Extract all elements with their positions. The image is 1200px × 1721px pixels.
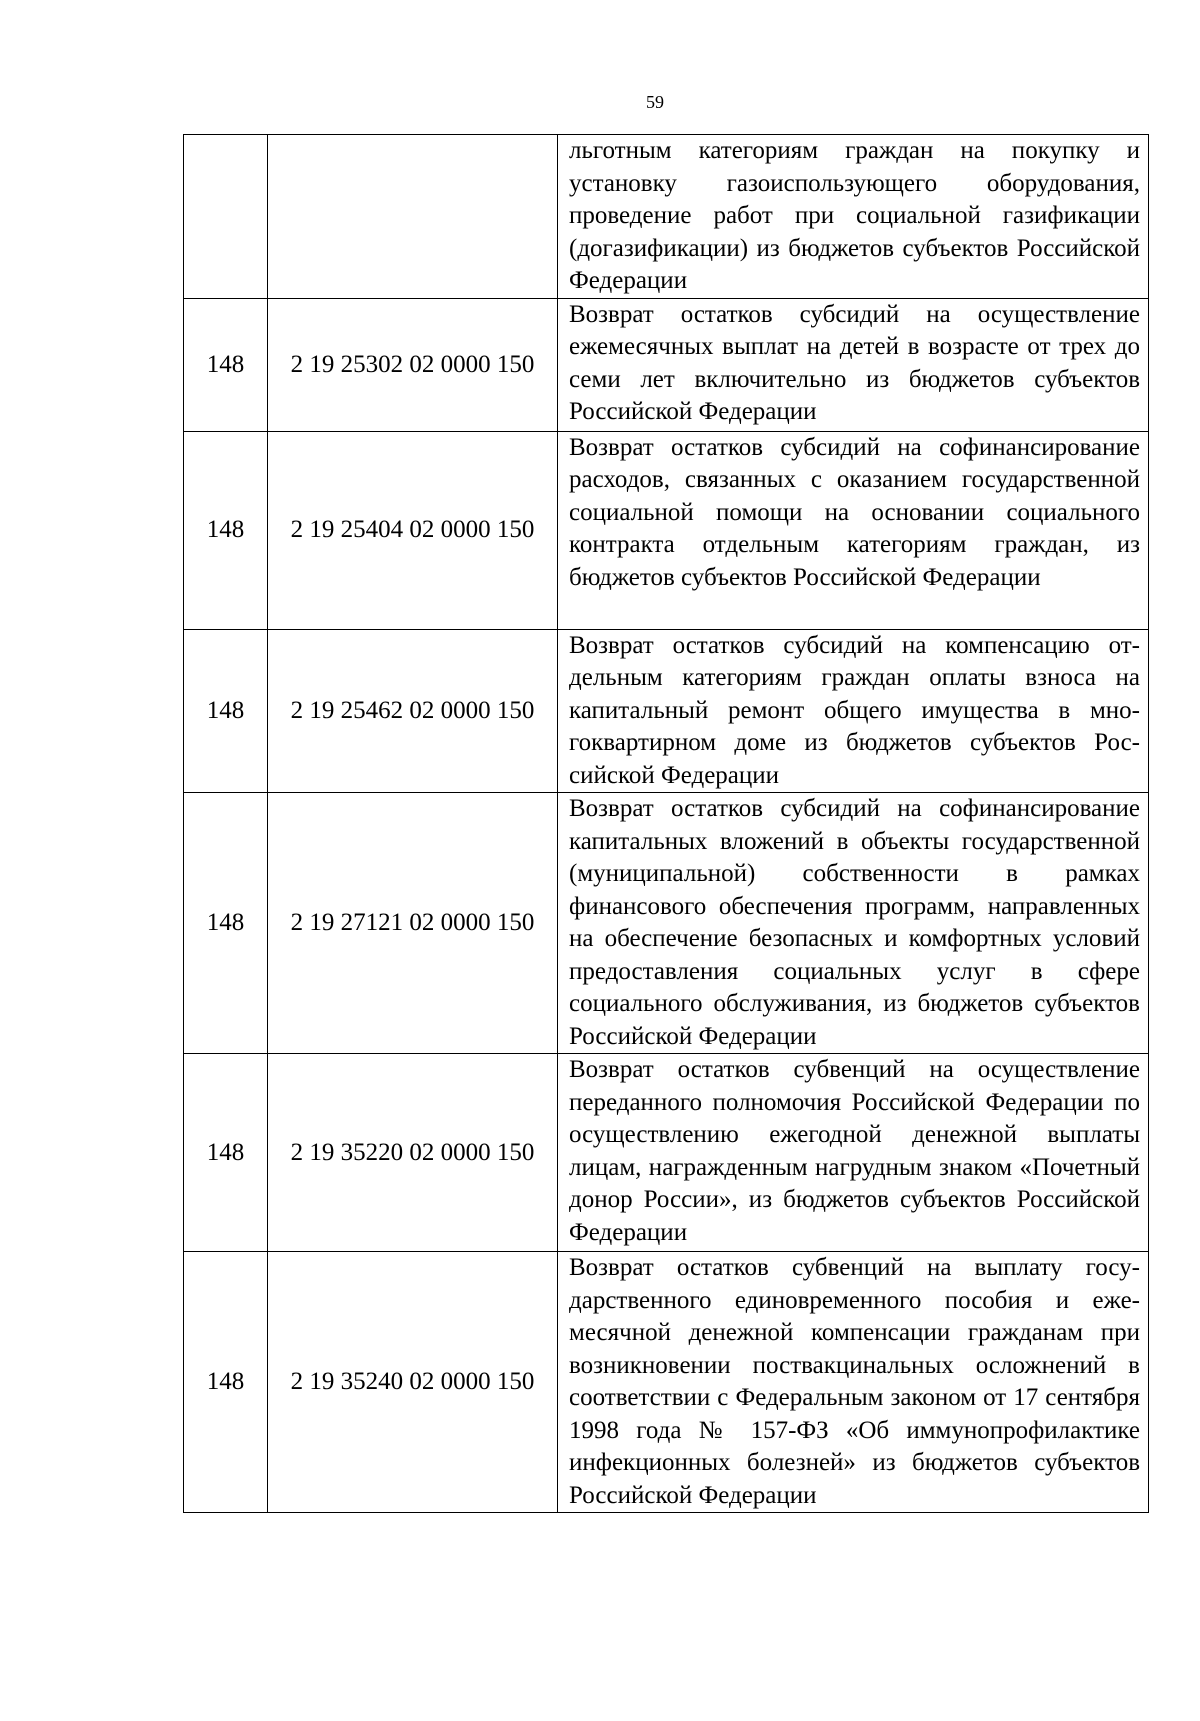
admin-code-cell: 148 — [184, 1054, 268, 1252]
budget-code-cell: 2 19 27121 02 0000 150 — [268, 793, 558, 1054]
table-row — [184, 1054, 1149, 1252]
revenue-name-cell: Возврат остатков субвенций на выплату государственного единовременного пособия и ежемесячной денежной компенсации гражданам при возникновении поствакцинальных осложнений в соответствии с Федеральным законом от 17 сентября 1998 года № 157-ФЗ «Об иммунопрофилактике инфекционных болезней» из бюджетов субъектов Российской Федерации — [558, 1252, 1149, 1513]
admin-code-cell: 148 — [184, 793, 268, 1054]
budget-code-cell: 2 19 35240 02 0000 150 — [268, 1252, 558, 1513]
table-row — [184, 298, 1149, 431]
admin-code-cell: 148 — [184, 629, 268, 793]
revenue-name-cell: Возврат остатков субсидий на софинансирование расходов, связанных с оказанием государственной социальной помощи на основании социального контракта отдельным категориям граждан, из бюджетов субъектов Российской Федерации — [558, 431, 1149, 629]
revenue-name-cell: Возврат остатков субсидий на софинансирование капитальных вложений в объекты государственной (муниципальной) собственности в рамках финансового обеспечения программ, направленных на обеспечение безопасных и комфортных условий предоставления социальных услуг в сфере социального обслуживания, из бюджетов субъектов Российской Федерации — [558, 793, 1149, 1054]
table-row — [184, 793, 1149, 1054]
table-row — [184, 431, 1149, 629]
budget-code-cell — [268, 135, 558, 299]
revenue-name-cell: Возврат остатков субсидий на осуществление ежемесячных выплат на детей в возрасте от трех до семи лет включительно из бюджетов субъектов Российской Федерации — [558, 298, 1149, 431]
admin-code-cell: 148 — [184, 431, 268, 629]
admin-code-cell: 148 — [184, 1252, 268, 1513]
page-number: 59 — [646, 92, 664, 112]
budget-codes-table — [183, 134, 1149, 1513]
revenue-name-cell: льготным категориям граждан на покупку и установку газоиспользующего оборудования, проведение работ при социальной газификации (догазификации) из бюджетов субъектов Российской Федерации — [558, 135, 1149, 299]
admin-code-cell: 148 — [184, 298, 268, 431]
budget-code-cell: 2 19 25404 02 0000 150 — [268, 431, 558, 629]
table-row — [184, 135, 1149, 299]
budget-code-cell: 2 19 25302 02 0000 150 — [268, 298, 558, 431]
budget-code-cell: 2 19 25462 02 0000 150 — [268, 629, 558, 793]
budget-code-cell: 2 19 35220 02 0000 150 — [268, 1054, 558, 1252]
revenue-name-cell: Возврат остатков субвенций на осуществление переданного полномочия Российской Федерации по осуществлению ежегодной денежной выплаты лицам, награжденным нагрудным знаком «Почетный донор России», из бюджетов субъектов Российской Федерации — [558, 1054, 1149, 1252]
revenue-name-cell: Возврат остатков субсидий на компенсацию отдельным категориям граждан оплаты взноса на капитальный ремонт общего имущества в многоквартирном доме из бюджетов субъектов Российской Федерации — [558, 629, 1149, 793]
table-row — [184, 1252, 1149, 1513]
table-row — [184, 629, 1149, 793]
admin-code-cell — [184, 135, 268, 299]
